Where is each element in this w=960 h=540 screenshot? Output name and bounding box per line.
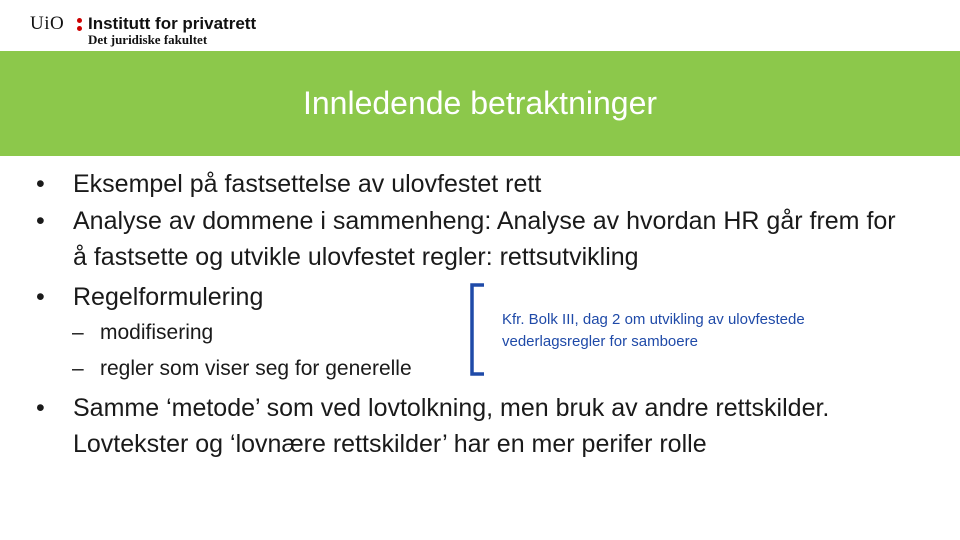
sub-bullet-text: modifisering (100, 321, 214, 344)
sub-bullet-item (72, 351, 472, 387)
bullet-text: Regelformulering (73, 283, 264, 311)
sub-bullet-item (72, 315, 472, 351)
bullet-text: Samme ‘metode’ som ved lovtolkning, men bruk av andre rettskilder. Lovtekster og ‘lovnære rettskilder’ har en mer perifer rolle (73, 394, 830, 458)
logo-uio-text: UiO (30, 13, 65, 34)
bracket-icon (466, 283, 488, 376)
bullet-item (36, 279, 476, 315)
faculty-name: Det juridiske fakultet (88, 32, 208, 47)
bullet-item (36, 203, 916, 275)
bullet-text: Analyse av dommene i sammenheng: Analyse av hvordan HR går frem for å fastsette og utvikle ulovfestet regler: rettsutvikling (73, 207, 896, 271)
institute-name: Institutt for privatrett (88, 14, 257, 33)
slide-title: Innledende betraktninger (302, 85, 658, 121)
reference-note: Kfr. Bolk III, dag 2 om utvikling av ulovfestede vederlagsregler for samboere (502, 311, 805, 350)
bullet-marker: • (36, 283, 45, 311)
bullet-item (36, 166, 916, 202)
sub-bullet-marker: – (72, 357, 84, 380)
sub-bullet-marker: – (72, 321, 84, 344)
bullet-marker: • (36, 170, 45, 198)
sub-bullet-text: regler som viser seg for generelle (100, 357, 412, 380)
bullet-marker: • (36, 207, 45, 235)
bullet-item (36, 390, 916, 462)
bullet-marker: • (36, 394, 45, 422)
bullet-text: Eksempel på fastsettelse av ulovfestet rett (73, 170, 542, 198)
